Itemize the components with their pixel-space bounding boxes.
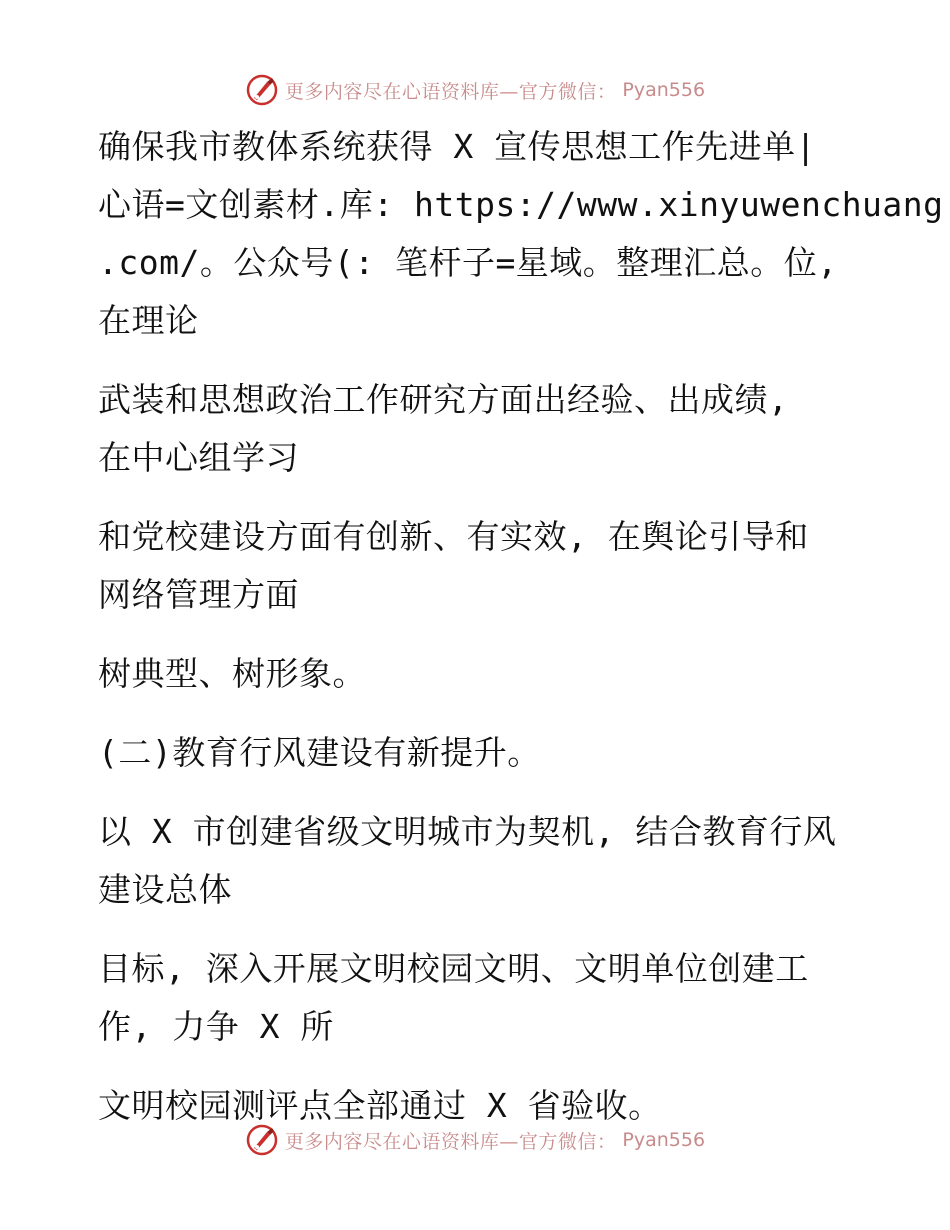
watermark-text: 更多内容尽在心语资料库—官方微信： [284, 1130, 617, 1153]
text-line: 文明校园测评点全部通过 X 省验收。 [98, 1086, 662, 1125]
text-line: 以 X 市创建省级文明城市为契机, 结合教育行风 [98, 812, 837, 851]
watermark-text: 更多内容尽在心语资料库—官方微信： [284, 80, 617, 103]
text-line: 作, 力争 X 所 [98, 1007, 334, 1046]
text-line: 确保我市教体系统获得 X 宣传思想工作先进单| [98, 127, 816, 166]
paragraph [98, 118, 944, 350]
paragraph [98, 371, 858, 487]
quill-pen-logo-icon [245, 73, 279, 107]
text-line: 在中心组学习 [98, 438, 299, 477]
text-line: .com/。公众号(: 笔杆子=星域。整理汇总。位, [98, 243, 838, 282]
paragraph [98, 645, 858, 703]
text-line: 目标, 深入开展文明校园文明、文明单位创建工 [98, 949, 809, 988]
paragraph [98, 940, 858, 1056]
header-watermark [0, 70, 950, 110]
document-body [98, 118, 944, 1135]
text-line: 建设总体 [98, 870, 232, 909]
footer-watermark [0, 1120, 950, 1160]
text-line: 树典型、树形象。 [98, 654, 366, 693]
quill-pen-logo-icon [245, 1123, 279, 1157]
text-line: 网络管理方面 [98, 575, 299, 614]
text-line: 武装和思想政治工作研究方面出经验、出成绩, [98, 380, 789, 419]
section-heading: (二)教育行风建设有新提升。 [98, 733, 541, 772]
paragraph [98, 508, 858, 624]
text-line: 心语=文创素材.库: https://www.xinyuwenchuang [98, 185, 944, 224]
watermark-wechat-id: Pyan556 [622, 1129, 706, 1151]
paragraph [98, 724, 858, 782]
watermark-wechat-id: Pyan556 [622, 79, 706, 101]
text-line: 和党校建设方面有创新、有实效, 在舆论引导和 [98, 517, 809, 556]
paragraph [98, 803, 858, 919]
text-line: 在理论 [98, 301, 199, 340]
